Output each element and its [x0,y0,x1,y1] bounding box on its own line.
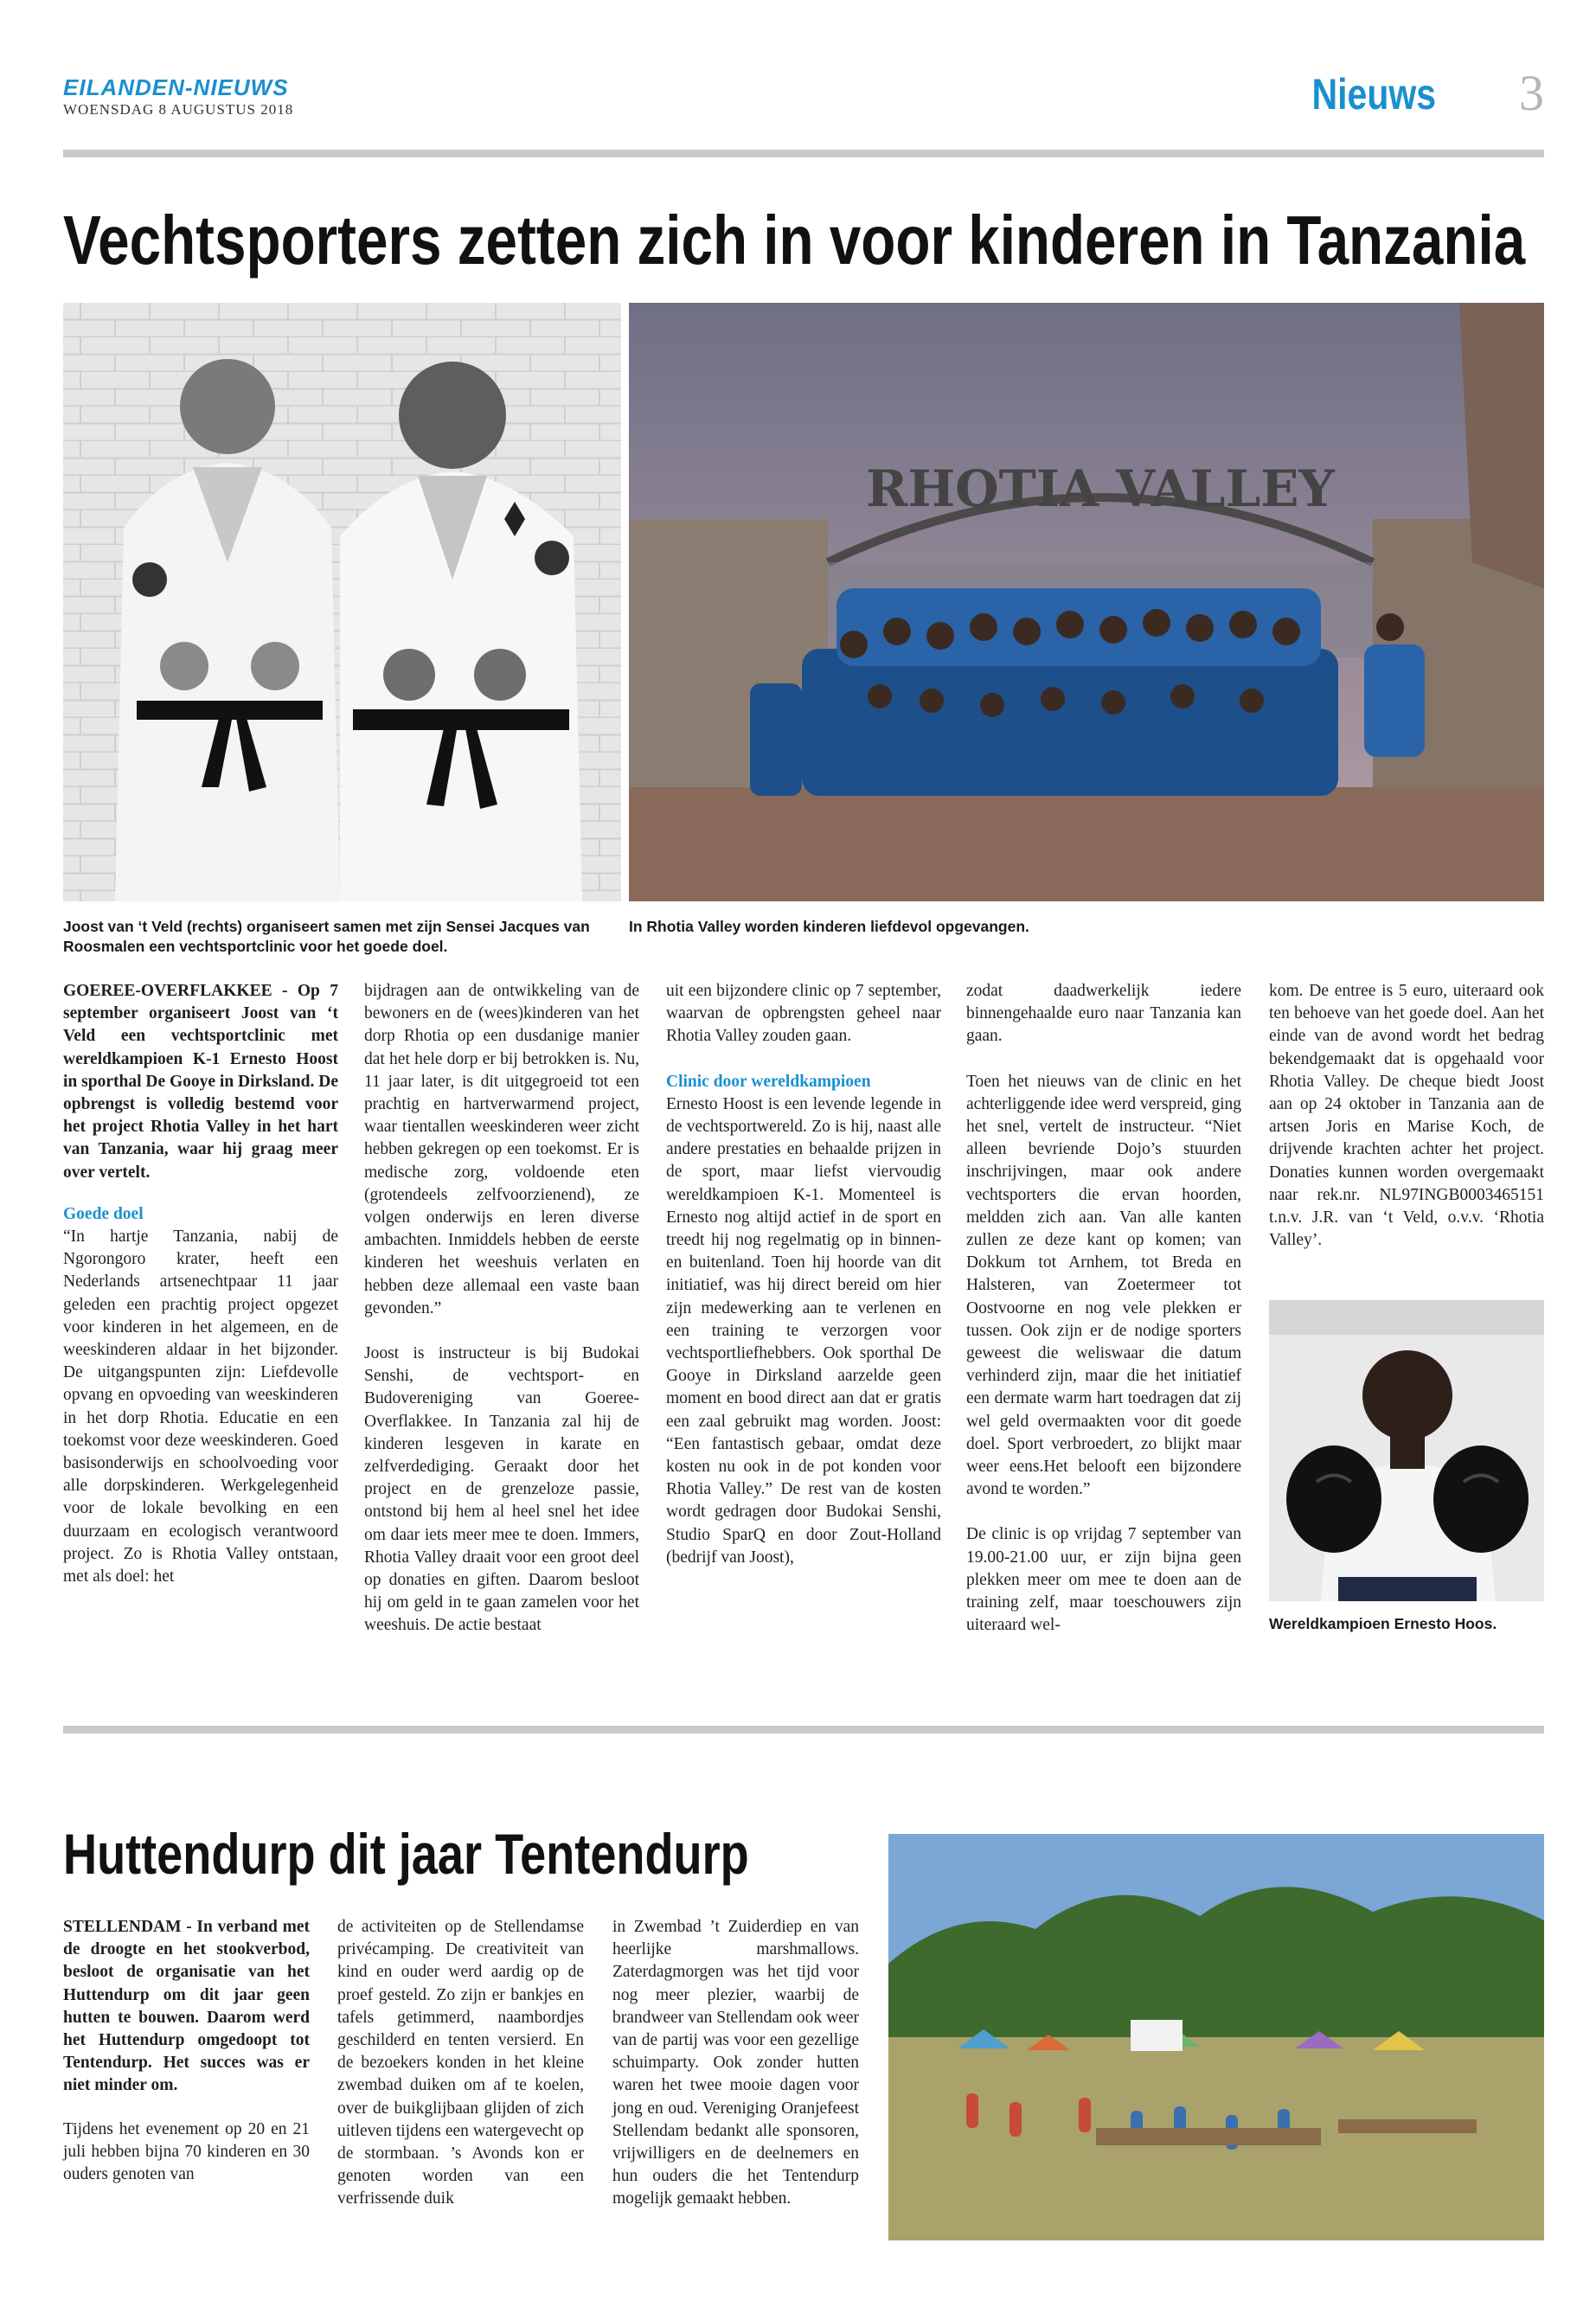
photo-tentendurp [888,1834,1544,2240]
article2-col1-body: Tijdens het evenement op 20 en 21 juli hebben bijna 70 kinderen en 30 ouders genoten van [63,2119,310,2184]
caption-boxer: Wereldkampioen Ernesto Hoos. [1269,1615,1497,1632]
article1-col3-p1: uit een bijzondere clinic op 7 september, waarvan de opbrengsten geheel naar Rhotia Valley zouden gaan. [666,982,941,1046]
caption-rhotia-valley: In Rhotia Valley worden kinderen liefdevol opgevangen. [629,918,1029,935]
gate-sign: RHOTIA VALLEY [866,459,1335,518]
article2-column-1 [63,1916,310,2186]
article2-col3-body: in Zwembad ’t Zuiderdiep en van heerlijke marshmallows. Zaterdagmorgen was het tijd voor nog meer plezier, waarbij de brandweer van Stellendam ook weer van de partij was voor een gezellige schuimparty. Ook zonder hutten waren het twee mooie dagen voor jong en oud. Vereniging Oranjefeest Stellendam bedankt alle sponsoren, vrijwilligers en de deelnemers en hun ouders die het Tentendurp mogelijk gemaakt hebben. [612,1918,859,2208]
article1-col4-p1: zodat daadwerkelijk iedere binnengehaalde euro naar Tanzania kan gaan. [966,982,1241,1046]
photo-rhotia-valley-children [629,303,1544,901]
article1-col4-p3: De clinic is op vrijdag 7 september van 19.00-21.00 uur, er zijn bijna geen plekken meer om mee te doen aan de training zelf, maar toeschouwers zijn uiteraard wel- [966,1525,1241,1635]
subhead-goede-doel: Goede doel [63,1204,144,1223]
section-label: Nieuws [1311,70,1436,119]
page-number: 3 [1519,65,1544,121]
article1-column-3 [666,980,941,1569]
caption-karate-fighters: Joost van ‘t Veld (rechts) organiseert samen met zijn Sensei Jacques van Roosmalen een vechtsportclinic voor het goede doel. [63,918,590,955]
newspaper-logo: EILANDEN-NIEUWS [63,74,289,100]
article1-col1-body: “In hartje Tanzania, nabij de Ngorongoro krater, heeft een Nederlands artsenechtpaar 11 jaar geleden een prachtig project opgezet voor kinderen in het algemeen, en de weeskinderen aldaar in het bijzonder. De uitgangspunten zijn: Liefdevolle opvang en opvoeding van weeskinderen in het dorp Rhotia. Educatie en een toekomst voor deze weeskinderen. Goed basisonderwijs en schoolvoeding voor alle dorpskinderen. Werkgelegenheid voor de lokale bevolking en een duurzaam en ecologisch verantwoord project. Zo is Rhotia Valley ontstaan, met als doel: het [63,1227,338,1586]
article2-headline: Huttendurp dit jaar Tentendurp [63,1822,749,1886]
top-rule [63,150,1544,157]
tentendurp-illustration [888,1834,1544,2240]
issue-date: WOENSDAG 8 AUGUSTUS 2018 [63,101,294,118]
article1-column-1 [63,980,338,1588]
article1-column-4 [966,980,1241,1637]
article1-col2-p2: Joost is instructeur is bij Budokai Senshi, de vechtsport- en Budovereniging van Goeree-Overflakkee. In Tanzania zal hij de kinderen lesgeven in karate en zelfverdediging. Geraakt door het project en de grenzeloze passie, ontstond bij hem al heel snel het idee om daar iets meer mee te doen. Immers, Rhotia Valley draait voor een groot deel op donaties en giften. Daarom besloot hij om geld in te gaan zamelen voor het weeshuis. De actie bestaat [364,1344,639,1635]
section-rule [63,1726,1544,1734]
article1-column-5 [1269,980,1544,1252]
article2-col2-body: de activiteiten op de Stellendamse privécamping. De creativiteit van kind en ouder werd aardig op de proef gesteld. Zo zijn er bankjes en tafels getimmerd, naambordjes geschilderd en tenten versierd. En de bezoekers konden in het kleine zwembad duiken om af te koelen, over de buikglijbaan glijden of zich uitleven tijdens een watergevecht op de stormbaan. ’s Avonds kon er genoten worden van een verfrissende duik [337,1918,584,2208]
article2-column-2 [337,1916,584,2211]
article1-column-2 [364,980,639,1638]
photo-boxer [1269,1300,1544,1601]
photo-karate-fighters [63,303,621,901]
karate-fighters-illustration [63,303,621,901]
article1-col3-p2: Ernesto Hoost is een levende legende in de vechtsportwereld. Zo is hij, naast alle andere prestaties en behaalde prijzen in de sport, maar liefst viervoudig wereldkampioen K-1. Momenteel is Ernesto nog altijd actief in de sport en treedt hij nog regelmatig op in binnen- en buitenland. Toen hij hoorde van dit initiatief, was hij direct bereid om hier zijn medewerking aan te verlenen en een training te verzorgen voor vechtsportliefhebbers. Ook sporthal De Gooye in Dirksland aarzelde geen moment en bood direct aan dat er gratis een zaal gebruikt mag worden. Joost: “Een fantastisch gebaar, omdat deze kosten nu ook in de pot konden voor Rhotia Valley.” De rest van de kosten wordt gedragen door Budokai Senshi, Studio SparQ en door Zout-Holland (bedrijf van Joost), [666,1094,941,1567]
article1-col4-p2: Toen het nieuws van de clinic en het achterliggende idee werd verspreid, ging het snel, vertelt de instructeur. “Niet alleen bevriende Dojo’s stuurden inschrijvingen, maar ook andere vechtsporters die ervan hoorden, meldden zich aan. Van alle kanten zullen ze deze kant op komen; van Dokkum tot Arnhem, tot Breda en Halsteren, van Zoetermeer tot Oostvoorne en nog vele plekken er tussen. Ook zijn er de nodige sporters geweest die weliswaar die datum verhinderd zijn, maar die het initiatief een dermate warm hart toedragen dat zij wel geld overmaakten voor dit goede doel. Sport verbroedert, zo blijkt maar weer eens.Het belooft een bijzondere avond te worden.” [966,1072,1241,1499]
article1-col5-p1: kom. De entree is 5 euro, uiteraard ook ten behoeve van het goede doel. Aan het einde van de avond wordt het bedrag bekendgemaakt dat is opgehaald voor Rhotia Valley. De cheque biedt Joost aan op 24 oktober in Tanzania aan de artsen Joris en Marise Koch, de drijvende krachten achter het project. Donaties kunnen worden overgemaakt naar rek.nr. NL97INGB0003465151 t.n.v. J.R. van ‘t Veld, o.v.v. ‘Rhotia Valley’. [1269,982,1544,1250]
article1-headline: Vechtsporters zetten zich in voor kinderen in Tanzania [63,202,1526,279]
article1-col2-p1: bijdragen aan de ontwikkeling van de bewoners en de (wees)kinderen van het dorp Rhotia op een dusdanige manier dat het hele dorp er bij betrokken is. Nu, 11 jaar later, is dit uitgegroeid tot een prachtig en hartverwarmend project, waar tientallen weeskinderen weer zicht hebben gekregen op een toekomst. Er is medische zorg, voldoende eten (grotendeels zelfvoorzienend), ze volgen onderwijs en leren diverse ambachten. Inmiddels hebben de eerste kinderen het weeshuis verlaten en hebben deze allemaal een vaste baan gevonden.” [364,982,639,1317]
subhead-clinic: Clinic door wereldkampioen [666,1072,871,1091]
article2-lead: STELLENDAM - In verband met de droogte en het stookverbod, besloot de organisatie van het Huttendurp om dit jaar geen hutten te bouwen. Daarom werd het Huttendurp omgedoopt tot Tentendurp. Het succes was er niet minder om. [63,1918,310,2095]
article1-lead: GOEREE-OVERFLAKKEE - Op 7 september organiseert Joost van ‘t Veld een vechtsportclinic met wereldkampioen K-1 Ernesto Hoost in sporthal De Gooye in Dirksland. De opbrengst is volledig bestemd voor het project Rhotia Valley in het hart van Tanzania, waar hij graag meer over vertelt. [63,982,338,1182]
article2-column-3 [612,1916,859,2211]
boxer-illustration [1269,1300,1544,1601]
rhotia-valley-illustration [629,303,1544,901]
